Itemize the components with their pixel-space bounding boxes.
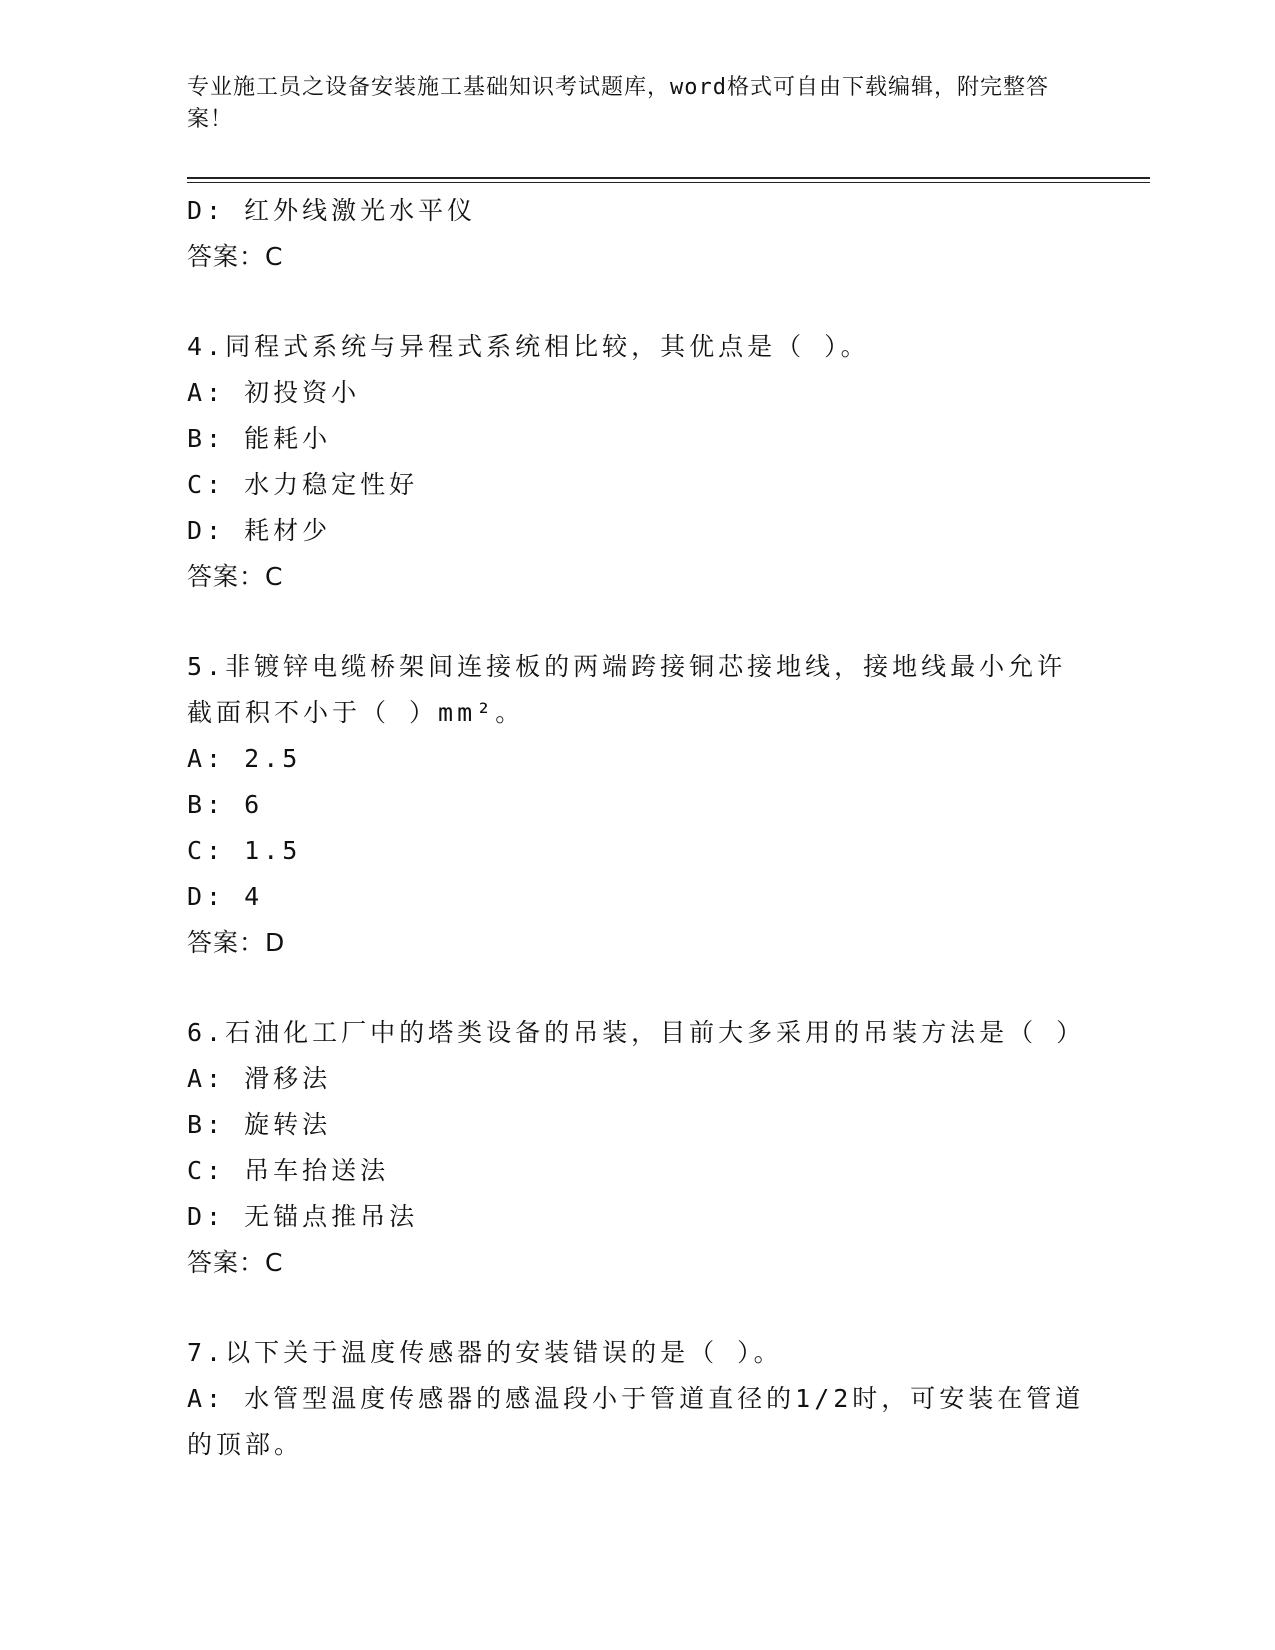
answer-label: 答案：C [187, 1248, 284, 1277]
option-b: B: 能耗小 [187, 424, 332, 453]
question-text: 6.石油化工厂中的塔类设备的吊装，目前大多采用的吊装方法是（ ） [187, 1018, 1086, 1047]
option-d: D: 耗材少 [187, 516, 332, 545]
question-text: 7.以下关于温度传感器的安装错误的是（ ）。 [187, 1338, 783, 1367]
option-a: A: 2.5 [187, 744, 302, 773]
question-6 [187, 1010, 1087, 1286]
question-3-continuation [187, 188, 1087, 280]
question-text-line-2: 截面积不小于（ ）mm²。 [187, 698, 525, 727]
option-b: B: 旋转法 [187, 1110, 332, 1139]
option-c: C: 吊车抬送法 [187, 1156, 390, 1185]
header-title: 专业施工员之设备安装施工基础知识考试题库，word格式可自由下载编辑，附完整答案！ [187, 75, 1049, 132]
answer-label: 答案：C [187, 562, 284, 591]
option-b: B: 6 [187, 790, 264, 819]
option-a: A: 初投资小 [187, 378, 361, 407]
question-text: 4.同程式系统与异程式系统相比较，其优点是（ ）。 [187, 332, 870, 361]
header-rule-thick [187, 177, 1150, 179]
question-text-line-1: 5.非镀锌电缆桥架间连接板的两端跨接铜芯接地线，接地线最小允许 [187, 652, 1067, 681]
question-5 [187, 644, 1087, 966]
option-c: C: 水力稳定性好 [187, 470, 419, 499]
question-7 [187, 1330, 1087, 1468]
answer-label: 答案：C [187, 242, 284, 271]
option-a: A: 滑移法 [187, 1064, 332, 1093]
question-4 [187, 324, 1087, 600]
option-d: D: 无锚点推吊法 [187, 1202, 419, 1231]
document-header [187, 72, 1067, 136]
option-d: D: 红外线激光水平仪 [187, 196, 477, 225]
answer-label: 答案：D [187, 928, 286, 957]
option-a-line-1: A: 水管型温度传感器的感温段小于管道直径的1/2时，可安装在管道 [187, 1384, 1085, 1413]
header-rule-thin [187, 182, 1150, 183]
option-d: D: 4 [187, 882, 264, 911]
option-c: C: 1.5 [187, 836, 302, 865]
option-a-line-2: 的顶部。 [187, 1430, 304, 1459]
document-body [187, 188, 1087, 1468]
